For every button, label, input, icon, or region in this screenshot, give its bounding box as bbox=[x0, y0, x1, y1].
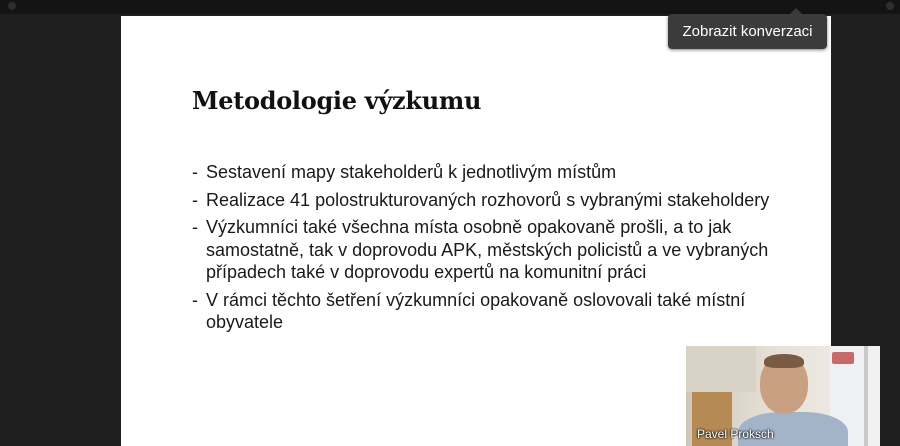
slide-bullet-list bbox=[192, 161, 822, 339]
video-window-frame bbox=[864, 346, 868, 446]
video-background-object bbox=[832, 352, 854, 364]
slide-bullet bbox=[192, 216, 822, 284]
bullet-text: Sestavení mapy stakeholderů k jednotlivým místům bbox=[206, 162, 617, 182]
bullet-dash: - bbox=[192, 217, 198, 237]
slide-title: Metodologie výzkumu bbox=[192, 86, 482, 115]
bullet-text: V rámci těchto šetření výzkumníci opakovaně oslovovali také místní obyvatele bbox=[206, 289, 746, 332]
slide-bullet bbox=[192, 161, 822, 184]
window-dot-icon bbox=[8, 2, 16, 10]
video-background-wall bbox=[686, 346, 756, 392]
bullet-dash: - bbox=[192, 189, 198, 210]
participant-name-label: Pavel Proksch bbox=[697, 427, 774, 441]
slide-bullet bbox=[192, 289, 822, 334]
bullet-text: Výzkumníci také všechna místa osobně opakovaně prošli, a to jak samostatně, tak v doprovodu APK, městských policistů a ve vybraných případech také v doprovodu expertů na komunitní práci bbox=[206, 217, 769, 282]
slide-bullet bbox=[192, 189, 822, 212]
bullet-dash: - bbox=[192, 162, 198, 182]
bullet-text: Realizace 41 polostrukturovaných rozhovorů s vybranými stakeholdery bbox=[206, 189, 770, 210]
meeting-top-bar bbox=[0, 0, 900, 14]
participant-hair bbox=[764, 354, 804, 368]
show-conversation-tooltip[interactable]: Zobrazit konverzaci bbox=[668, 14, 827, 49]
window-dot-icon bbox=[886, 2, 894, 10]
participant-video-tile[interactable] bbox=[686, 346, 880, 446]
bullet-dash: - bbox=[192, 289, 198, 310]
